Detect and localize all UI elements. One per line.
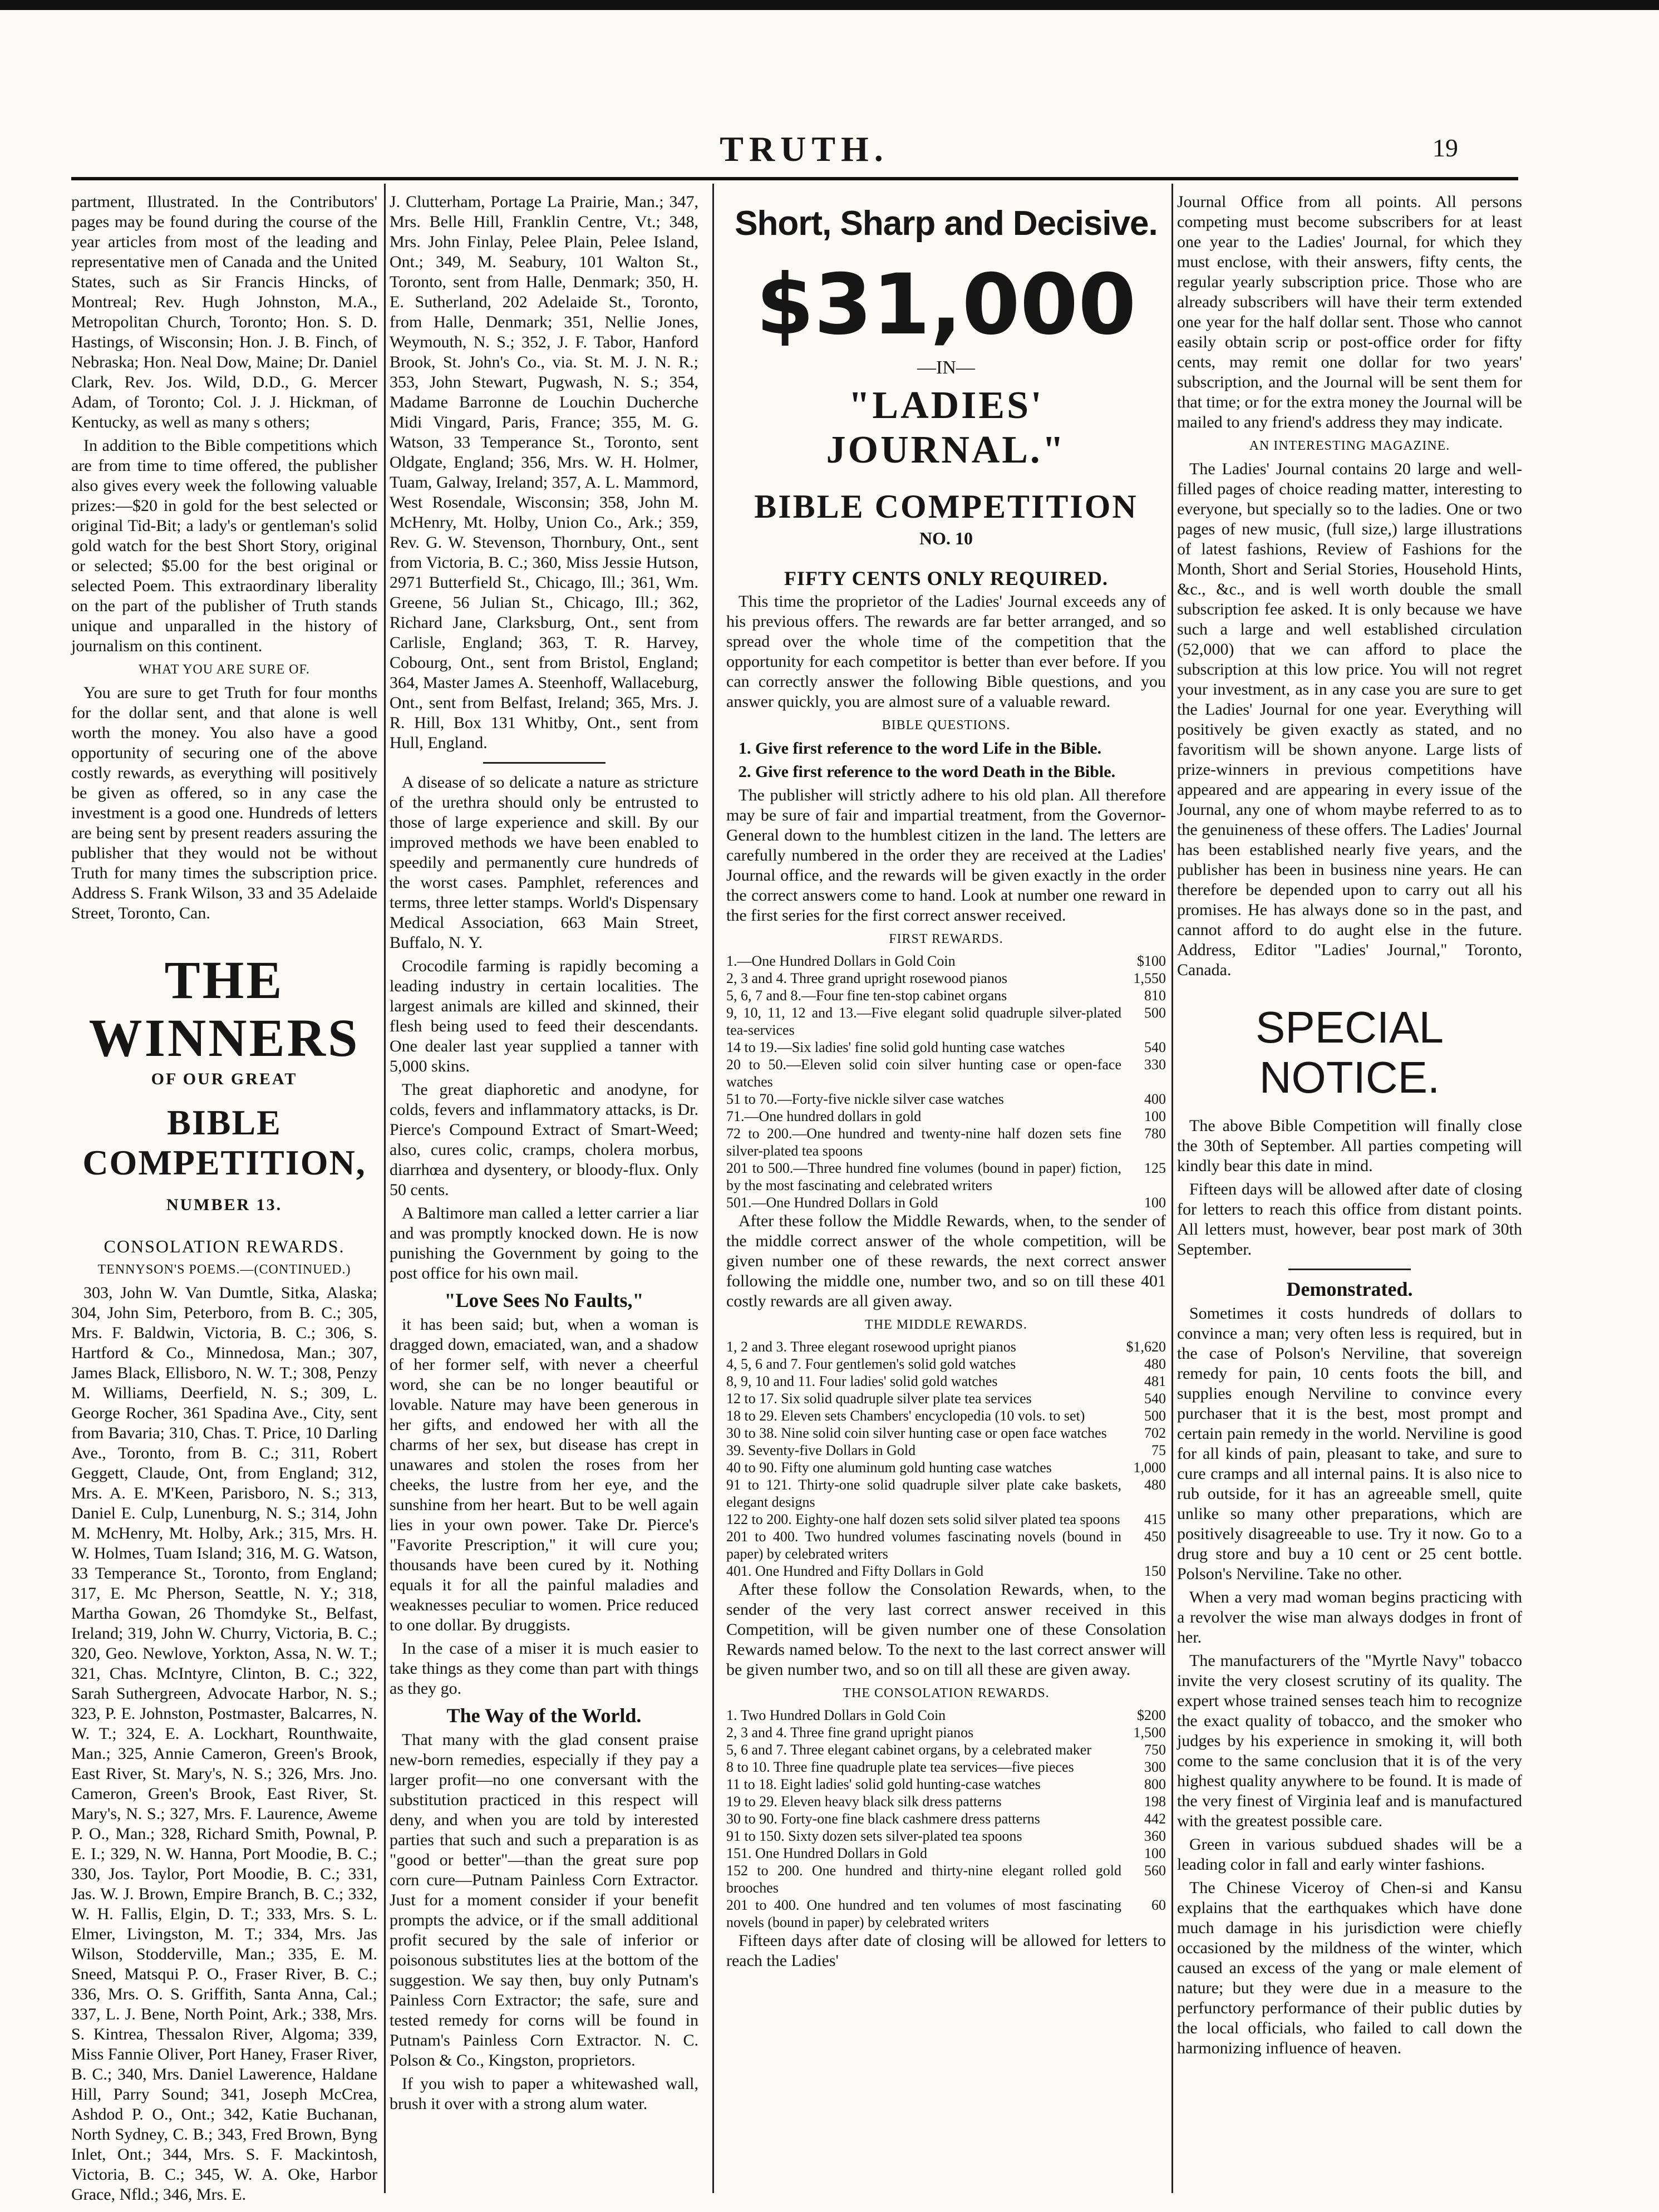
reward-value: 780 — [1144, 1125, 1166, 1142]
reward-value: 702 — [1144, 1425, 1166, 1441]
reward-row — [726, 1793, 1166, 1810]
reward-item: 401. One Hundred and Fifty Dollars in Gold — [726, 1563, 984, 1579]
of-our-great-subheading: OF OUR GREAT — [151, 1070, 298, 1088]
column-4 — [1177, 192, 1522, 2190]
special-notice-paragraph-1: The above Bible Competition will finally close the 30th of September. All parties competing will kindly bear this date in mind. — [1177, 1117, 1522, 1175]
reward-item: 2, 3 and 4. Three fine grand upright pianos — [726, 1724, 974, 1741]
reward-row — [726, 1390, 1166, 1407]
consolation-rewards-heading: CONSOLATION REWARDS. — [104, 1236, 345, 1256]
reward-value: 540 — [1144, 1390, 1166, 1407]
reward-value: 500 — [1144, 1005, 1166, 1021]
reward-item: 9, 10, 11, 12 and 13.—Five elegant solid quadruple silver-plated tea-services — [726, 1005, 1121, 1038]
competition-number: NUMBER 13. — [166, 1196, 283, 1214]
middle-rewards-heading: THE MIDDLE REWARDS. — [865, 1318, 1027, 1332]
reward-row — [726, 1511, 1166, 1528]
section-divider — [483, 762, 605, 764]
plan-paragraph: The publisher will strictly adhere to his old plan. All therefore may be sure of fair and impartial treatment, from the Governor-General down to the humblest citizen in the land. The letters are carefully numbered in the order they are received at the Ladies' Journal office, and the rewards will be given exactly in the order the correct answers come to hand. Look at number one reward in the first series for the first correct answer received. — [726, 786, 1166, 925]
journal-office-paragraph: Journal Office from all points. All persons competing must become subscribers for at least one year to the Ladies' Journal, for which they must enclose, with their answers, fifty cents, the regular yearly subscription price. Those who are already subscribers will have their term extended one year for the half dollar sent. Those who cannot easily obtain scrip or post-office order for fifty cents, may remit one dollar for two years' subscription, and the Journal will be sent them for that time; or for the extra money the Journal will be mailed to any friend's address they may indicate. — [1177, 193, 1522, 431]
column-divider — [712, 184, 714, 2193]
consolation-rewards-list — [726, 1707, 1166, 1931]
love-paragraph: it has been said; but, when a woman is dragged down, emaciated, wan, and a shadow of her former self, with never a cheerful word, she can be no longer beautiful or lovable. Nature may have been generous in her gifts, and endowed her with all the charms of her sex, but disease has crept in unawares and stolen the roses from her cheeks, the lustre from her eye, and the sunshine from her heart. But to be well again lies in your own power. Take Dr. Pierce's "Favorite Prescription," it will cure you; thousands have been cured by it. Nothing equals it for all the painful maladies and weaknesses peculiar to women. Price reduced to one dollar. By druggists. — [390, 1315, 698, 1634]
diaphoretic-paragraph: The great diaphoretic and anodyne, for colds, fevers and inflammatory attacks, is Dr. Pierce's Compound Extract of Smart-Weed; also, cures colic, cramps, cholera morbus, diarrhœa and dysentery, or bloody-flux. Only 50 cents. — [390, 1080, 698, 1199]
reward-row — [726, 1424, 1166, 1442]
bible-competition-title: BIBLE COMPETITION — [754, 488, 1138, 525]
baltimore-paragraph: A Baltimore man called a letter carrier a liar and was promptly knocked down. He is now punishing the Government by going to the post office for his own mail. — [390, 1204, 698, 1282]
reward-value: 198 — [1144, 1793, 1166, 1810]
first-rewards-list — [726, 952, 1166, 1211]
prize-amount: $31,000 — [756, 257, 1136, 353]
reward-item: 151. One Hundred Dollars in Gold — [726, 1845, 928, 1861]
reward-item: 152 to 200. One hundred and thirty-nine elegant rolled gold brooches — [726, 1862, 1121, 1896]
reward-row — [726, 1810, 1166, 1827]
reward-row — [726, 987, 1166, 1004]
first-rewards-heading: FIRST REWARDS. — [889, 932, 1003, 946]
question-2: 2. Give first reference to the word Death in the Bible. — [739, 763, 1116, 781]
special-notice-heading: SPECIAL NOTICE. — [1256, 1002, 1444, 1102]
corn-extractor-paragraph: That many with the glad consent praise new-born remedies, especially if they pay a larger profit—no one conversant with the substitution practiced in this respect will deny, and when you are told by interested parties that such and such a preparation is as "good or better"—than the great sure pop corn cure—Putnam Painless Corn Extractor. Just for a moment consider if your benefit prompts the advice, or if the small additional profit secured by the sale of inferior or poisonous substitutes lies at the bottom of the suggestion. We say then, buy only Putnam's Painless Corn Extractor; the safe, sure and tested remedy for corns will be found in Putnam's Painless Corn Extractor. N. C. Polson & Co., Kingston, proprietors. — [390, 1731, 698, 2070]
reward-value: 1,500 — [1133, 1724, 1166, 1741]
reward-value: 150 — [1144, 1563, 1166, 1579]
reward-value: 560 — [1144, 1862, 1166, 1879]
ladies-journal-title: "LADIES' JOURNAL." — [826, 384, 1066, 471]
reward-item: 201 to 400. Two hundred volumes fascinating novels (bound in paper) by celebrated writers — [726, 1528, 1121, 1562]
reward-value: 330 — [1144, 1056, 1166, 1073]
reward-value: 810 — [1144, 987, 1166, 1004]
reward-item: 14 to 19.—Six ladies' fine solid gold hunting case watches — [726, 1039, 1065, 1055]
reward-item: 1.—One Hundred Dollars in Gold Coin — [726, 953, 956, 969]
section-divider — [1288, 1269, 1411, 1270]
middle-rewards-list — [726, 1338, 1166, 1580]
reward-item: 1. Two Hundred Dollars in Gold Coin — [726, 1707, 946, 1723]
consolation-rewards-heading: THE CONSOLATION REWARDS. — [843, 1686, 1050, 1700]
middle-intro-paragraph: After these follow the Middle Rewards, when, to the sender of the middle correct answer of the whole competition, will be given number one of these rewards, the next correct answer following the middle one, number two, and so on till these 401 costly rewards are all given away. — [726, 1212, 1166, 1310]
reward-row — [726, 1724, 1166, 1741]
reward-item: 5, 6 and 7. Three elegant cabinet organs, by a celebrated maker — [726, 1742, 1091, 1758]
myrtle-navy-paragraph: The manufacturers of the "Myrtle Navy" tobacco invite the very closest scrutiny of its quality. The expert whose trained senses teach him to recognize the exact quality of tobacco, and the smoker who judges by his experience in smoking it, will both come to the same conclusion that it is of the very highest quality anywhere to be found. It is made of the very finest of Virginia leaf and is manufactured with the greatest possible care. — [1177, 1651, 1522, 1830]
reward-item: 18 to 29. Eleven sets Chambers' encyclopedia (10 vols. to set) — [726, 1408, 1085, 1424]
reward-item: 2, 3 and 4. Three grand upright rosewood pianos — [726, 970, 1007, 986]
column-divider — [1171, 184, 1173, 2193]
reward-row — [726, 952, 1166, 970]
reward-value: 360 — [1144, 1828, 1166, 1844]
consolation-intro-paragraph: After these follow the Consolation Rewards, when, to the sender of the very last correct answer received in this Competition, will be given number one of these Consolation Rewards named below. To the next to the last correct answer will be given number two, and so on till all these are given away. — [726, 1580, 1166, 1679]
reward-item: 8 to 10. Three fine quadruple plate tea services—five pieces — [726, 1759, 1074, 1775]
reward-row — [726, 1194, 1166, 1211]
reward-row — [726, 1442, 1166, 1459]
reward-row — [726, 1827, 1166, 1845]
reward-row — [726, 1862, 1166, 1896]
column-3 — [726, 192, 1166, 2190]
reward-row — [726, 1039, 1166, 1056]
page-number: 19 — [1432, 134, 1458, 162]
reward-row — [726, 970, 1166, 987]
reward-value: 540 — [1144, 1039, 1166, 1055]
reward-item: 1, 2 and 3. Three elegant rosewood upright pianos — [726, 1339, 1016, 1355]
bible-competition-heading: BIBLE COMPETITION, — [82, 1103, 366, 1182]
chinese-viceroy-paragraph: The Chinese Viceroy of Chen-si and Kansu explains that the earthquakes which have done much damage in his jurisdiction were chiefly occasioned by the mildness of the winter, which caused an excess of the yang or male element of nature; but they were due in a measure to the perfunctory performance of their public duties by the local officials, who failed to call down the harmonizing influence of heaven. — [1177, 1879, 1522, 2057]
reward-value: 750 — [1144, 1742, 1166, 1758]
reward-row — [726, 1562, 1166, 1580]
reward-row — [726, 1758, 1166, 1776]
reward-value: 75 — [1151, 1442, 1166, 1458]
reward-row — [726, 1407, 1166, 1424]
reward-value: 100 — [1144, 1108, 1166, 1124]
reward-row — [726, 1373, 1166, 1390]
fifty-cents-heading: FIFTY CENTS ONLY REQUIRED. — [784, 567, 1109, 589]
reward-item: 72 to 200.—One hundred and twenty-nine half dozen sets fine silver-plated tea spoons — [726, 1125, 1121, 1159]
reward-value: 415 — [1144, 1511, 1166, 1527]
winners-list: 303, John W. Van Dumtle, Sitka, Alaska; 304, John Sim, Peterboro, from B. C.; 305, Mrs. F. Baldwin, Victoria, B. C.; 306, S. Hartford & Co., Minnedosa, Man.; 307, James Black, Ellisboro, N. W. T.; 308, Penzy M. Williams, Deerfield, N. S.; 309, L. George Rocher, 361 Spadina Ave., City, sent from Bavaria; 310, Chas. T. Price, 10 Darling Ave., Toronto, from B. C.; 311, Robert Geggett, Claude, Ont, from England; 312, Mrs. A. E. M'Keen, Parisboro, N. S.; 313, Daniel E. Culp, Lunenburg, N. S.; 314, John M. McHenry, Mt. Holby, Ark.; 315, Mrs. H. W. Holmes, Tuam Island; 316, M. G. Watson, 33 Temperance St., Toronto, from England; 317, E. Mc Pherson, Seattle, N. Y.; 318, Martha Gowan, 26 Thomdyke St., Belfast, Ireland; 319, John W. Churry, Victoria, B. C.; 320, Geo. Newlove, Yorkton, Assa, N. W. T.; 321, Chas. McIntyre, Clinton, B. C.; 322, Sarah Suthergreen, Advocate Harbor, N. S.; 323, P. E. Johnston, Postmaster, Balcarres, N. W. T.; 324, E. A. Lockhart, Rounthwaite, Man.; 325, Annie Cameron, Green's Brook, East River, St. Mary's, N. S.; 326, Mrs. Jno. Cameron, Green's Brook, East River, St. Mary's, N. S.; 327, Mrs. F. Laurence, Aweme P. O., Man.; 328, Richard Smith, Pownal, P. E. I.; 329, N. W. Hanna, Port Moodie, B. C.; 330, Jos. Taylor, Port Moodie, B. C.; 331, Jas. W. J. Brown, Empire Branch, B. C.; 332, W. H. Fallis, Elgin, D. T.; 333, Mrs. S. L. Elmer, Livingston, M. T.; 334, Mrs. Jas Wilson, Stodderville, Man.; 335, E. M. Sneed, Matsqui P. O., Fraser River, B. C.; 336, Mrs. O. S. Griffith, Santa Anna, Cal.; 337, L. J. Bene, North Point, Ark.; 338, Mrs. S. Kintrea, Thessalon River, Algoma; 339, Miss Fannie Oliver, Port Haney, Fraser River, B. C.; 340, Mrs. Daniel Lawerence, Haldane Hill, Parry Sound; 341, Joseph McCrea, Ashdod P. O., Ont.; 342, Katie Buchanan, North Sydney, C. B.; 343, Fred Brown, Byng Inlet, Ont.; 344, Mrs. S. F. Mackintosh, Victoria, B. C.; 345, W. A. Oke, Harbor Grace, Nfld.; 346, Mrs. E. — [71, 1284, 377, 2204]
nerviline-paragraph: Sometimes it costs hundreds of dollars to convince a man; very often less is required, but in the case of Polson's Nerviline, that sovereign remedy for pain, 10 cents foots the bill, and supplies enough Nerviline to convince every purchaser that it is the best, most prompt and certain pain remedy in the world. Nerviline is good for all kinds of pain, pleasant to take, and sure to cure cramps and all internal pains. It is also nice to rub outside, for it has an agreeable smell, quite unlike so many other preparations, which are positively disagreeable to use. Try it now. Go to a drug store and buy a 10 cent or 25 cent bottle. Polson's Nerviline. Take no other. — [1177, 1304, 1522, 1583]
reward-value: 100 — [1144, 1845, 1166, 1861]
reward-row — [726, 1528, 1166, 1562]
winners-list-continued: J. Clutterham, Portage La Prairie, Man.; 347, Mrs. Belle Hill, Franklin Centre, Vt.; 348, Mrs. John Finlay, Pelee Plain, Pelee Island, Ont.; 349, M. Seabury, 101 Walton St., Toronto, sent from Halle, Denmark; 350, H. E. Sutherland, 202 Adelaide St., Toronto, from Halle, Denmark; 351, Nellie Jones, Weymouth, N. S.; 352, J. F. Tabor, Hanford Brook, St. John's Co., via. St. M. J. N. R.; 353, John Stewart, Pugwash, N. S.; 354, Madame Barronne de Louchin Ducherche Midi Vingard, Paris, France; 355, M. G. Watson, 33 Temperance St., Toronto, sent Oldgate, England; 356, Mrs. W. H. Holmer, Tuam, Galway, Ireland; 357, A. L. Mammord, West Rosendale, Wisconsin; 358, John M. McHenry, Mt. Holby, Union Co., Ark.; 359, Rev. G. W. Stevenson, Thornbury, Ont., sent from Victoria, B. C.; 360, Miss Jessie Hutson, 2971 Butterfield St., Chicago, Ill.; 361, Wm. Greene, 56 Julian St., Chicago, Ill.; 362, Richard Jane, Clarksburg, Ont., sent from Carlisle, England; 363, T. R. Harvey, Cobourg, Ont., sent from Bristol, England; 364, Master James A. Steenhoff, Wallaceburg, Ont., sent from Belfast, Ireland; 365, Mrs. J. R. Hill, Box 131 Whitby, Ont., sent from Hull, England. — [390, 193, 698, 752]
reward-item: 201 to 400. One hundred and ten volumes of most fascinating novels (bound in paper) by celebrated writers — [726, 1897, 1121, 1930]
what-you-are-sure-of-heading: WHAT YOU ARE SURE OF. — [139, 662, 310, 677]
reward-item: 71.—One hundred dollars in gold — [726, 1108, 922, 1124]
whitewash-paragraph: If you wish to paper a whitewashed wall, brush it over with a strong alum water. — [390, 2075, 698, 2113]
reward-row — [726, 1338, 1166, 1355]
top-black-band — [0, 0, 1659, 17]
reward-item: 30 to 38. Nine solid coin silver hunting case or open face watches — [726, 1425, 1107, 1441]
reward-item: 20 to 50.—Eleven solid coin silver hunting case or open-face watches — [726, 1056, 1121, 1090]
reward-item: 122 to 200. Eighty-one half dozen sets solid silver plated tea spoons — [726, 1511, 1120, 1527]
reward-row — [726, 1159, 1166, 1194]
crocodile-paragraph: Crocodile farming is rapidly becoming a leading industry in certain localities. The largest animals are killed and skinned, their flesh being used to feed their descendants. One dealer last year supplied a tanner with 5,000 skins. — [390, 957, 698, 1075]
reward-item: 19 to 29. Eleven heavy black silk dress patterns — [726, 1793, 1002, 1810]
column-divider — [384, 184, 386, 2193]
reward-item: 39. Seventy-five Dollars in Gold — [726, 1442, 916, 1458]
reward-item: 11 to 18. Eight ladies' solid gold hunting-case watches — [726, 1776, 1041, 1792]
reward-value: 480 — [1144, 1356, 1166, 1372]
reward-row — [726, 1355, 1166, 1373]
reward-value: 1,000 — [1133, 1459, 1166, 1476]
special-notice-paragraph-2: Fifteen days will be allowed after date of closing for letters to reach this office from distant points. All letters must, however, bear post mark of 30th September. — [1177, 1180, 1522, 1259]
reward-value: 481 — [1144, 1373, 1166, 1389]
reward-value: 450 — [1144, 1528, 1166, 1545]
reward-item: 501.—One Hundred Dollars in Gold — [726, 1195, 938, 1211]
reward-value: 400 — [1144, 1091, 1166, 1107]
reward-row — [726, 1090, 1166, 1108]
reward-row — [726, 1476, 1166, 1511]
green-fashion-paragraph: Green in various subdued shades will be a leading color in fall and early winter fashions. — [1177, 1835, 1522, 1874]
competitions-paragraph: In addition to the Bible competitions which are from time to time offered, the publisher also gives every week the following valuable prizes:—$20 in gold for the best selected or original Tid-Bit; a lady's or gentleman's solid gold watch for the best Short Story, original or selected; $5.00 for the best original or selected Poem. This extraordinary liberality on the part of the publisher of Truth stands unique and unparalled in the history of journalism on this continent. — [71, 436, 377, 655]
bible-questions-heading: BIBLE QUESTIONS. — [882, 718, 1011, 733]
page-header — [150, 125, 1458, 175]
closing-paragraph: Fifteen days after date of closing will be allowed for letters to reach the Ladies' — [726, 1931, 1166, 1970]
magazine-paragraph: The Ladies' Journal contains 20 large and well-filled pages of choice reading matter, interesting to everyone, but specially so to the ladies. One or two pages of new music, (full size,) large illustrations of latest fashions, Review of Fashions for the Month, Short and Serial Stories, Household Hints, &c., &c., and is well worth double the small subscription fee asked. It is only because we have such a large and well established circulation (52,000) that we can afford to place the subscription at this low price. You will not regret your investment, as in any case you are sure to get the Ladies' Journal for one year. Everything will positively be given exactly as stated, and no favoritism will be shown anyone. Large lists of prize-winners in previous competitions have appeared and are appearing in every issue of the Journal, any one of whom maybe referred to as to the genuineness of these offers. The Ladies' Journal has been established nearly five years, and the publisher has been in business nine years. He can therefore be depended upon to carry out all his promises. He has always done so in the past, and cannot afford to do aught else in the future. Address, Editor "Ladies' Journal," Toronto, Canada. — [1177, 460, 1522, 979]
reward-row — [726, 1845, 1166, 1862]
reward-row — [726, 1776, 1166, 1793]
question-1: 1. Give first reference to the word Life in the Bible. — [739, 739, 1102, 758]
reward-row — [726, 1896, 1166, 1931]
reward-item: 4, 5, 6 and 7. Four gentlemen's solid gold watches — [726, 1356, 1016, 1372]
reward-value: $100 — [1137, 953, 1166, 969]
reward-item: 40 to 90. Fifty one aluminum gold hunting case watches — [726, 1459, 1052, 1476]
reward-value: 800 — [1144, 1776, 1166, 1792]
reward-value: 480 — [1144, 1477, 1166, 1493]
reward-item: 5, 6, 7 and 8.—Four fine ten-stop cabinet organs — [726, 987, 1007, 1004]
disease-ad-paragraph: A disease of so delicate a nature as stricture of the urethra should only be entrusted to those of large experience and skill. By our improved methods we have been enabled to speedily and permanently cure hundreds of the worst cases. Pamphlet, references and terms, three letter stamps. World's Dispensary Medical Association, 663 Main Street, Buffalo, N. Y. — [390, 773, 698, 952]
reward-value: $200 — [1137, 1707, 1166, 1723]
masthead-title: TRUTH. — [720, 129, 889, 169]
reward-row — [726, 1004, 1166, 1039]
column-2 — [390, 192, 698, 2190]
reward-row — [726, 1707, 1166, 1724]
reward-value: 60 — [1151, 1897, 1166, 1913]
reward-value: 500 — [1144, 1408, 1166, 1424]
competition-number: NO. 10 — [919, 528, 973, 548]
reward-value: 125 — [1144, 1160, 1166, 1176]
contributors-paragraph: partment, Illustrated. In the Contributors' pages may be found during the course of the year articles from most of the leading and representative men of Canada and the United States, such as Sir Francis Hincks, of Montreal; Rev. Hugh Johnston, M.A., Metropolitan Church, Toronto; Hon. S. D. Hastings, of Wisconsin; Hon. J. B. Finch, of Nebraska; Hon. Neal Dow, Maine; Dr. Daniel Clark, Rev. Jos. Wild, D.D., G. Mercer Adam, of Toronto; Col. J. J. Hickman, of Kentucky, as well as many s others; — [71, 193, 377, 431]
header-rule — [71, 177, 1518, 180]
reward-item: 8, 9, 10 and 11. Four ladies' solid gold watches — [726, 1373, 998, 1389]
reward-row — [726, 1741, 1166, 1758]
demonstrated-heading: Demonstrated. — [1286, 1278, 1413, 1300]
reward-item: 51 to 70.—Forty-five nickle silver case watches — [726, 1091, 1004, 1107]
winners-heading: THE WINNERS — [88, 950, 360, 1068]
reward-row — [726, 1125, 1166, 1159]
reward-value: 1,550 — [1133, 970, 1166, 986]
intro-paragraph: This time the proprietor of the Ladies' Journal exceeds any of his previous offers. The rewards are far better arranged, and so spread over the whole time of the competition that the opportunity for each competitor is better than ever before. If you can correctly answer the following Bible questions, and you answer quickly, you are almost sure of a valuable reward. — [726, 592, 1166, 711]
short-sharp-decisive-headline: Short, Sharp and Decisive. — [735, 204, 1158, 243]
tennyson-poems-subheading: TENNYSON'S POEMS.—(CONTINUED.) — [97, 1262, 351, 1277]
miser-paragraph: In the case of a miser it is much easier to take things as they come than part with things as they go. — [390, 1639, 698, 1698]
in-label: —IN— — [917, 357, 975, 378]
reward-item: 12 to 17. Six solid quadruple silver plate tea services — [726, 1390, 1032, 1407]
column-1 — [71, 192, 377, 2204]
mad-woman-paragraph: When a very mad woman begins practicing with a revolver the wise man always dodges in front of her. — [1177, 1588, 1522, 1646]
reward-value: 300 — [1144, 1759, 1166, 1775]
reward-row — [726, 1056, 1166, 1090]
reward-row — [726, 1108, 1166, 1125]
reward-item: 91 to 121. Thirty-one solid quadruple silver plate cake baskets, elegant designs — [726, 1477, 1121, 1510]
way-of-the-world-heading: The Way of the World. — [446, 1704, 642, 1727]
reward-value: 442 — [1144, 1811, 1166, 1827]
reward-row — [726, 1459, 1166, 1476]
reward-item: 30 to 90. Forty-one fine black cashmere dress patterns — [726, 1811, 1040, 1827]
reward-value: 100 — [1144, 1195, 1166, 1211]
reward-item: 201 to 500.—Three hundred fine volumes (bound in paper) fiction, by the most fascinating and celebrated writers — [726, 1160, 1121, 1193]
reward-item: 91 to 150. Sixty dozen sets silver-plated tea spoons — [726, 1828, 1022, 1844]
sure-of-paragraph: You are sure to get Truth for four months for the dollar sent, and that alone is well worth the money. You also have a good opportunity of securing one of the above costly rewards, as everything will positively be given as offered, so in any case the investment is a good one. Hundreds of letters are being sent by present readers assuring the publisher that they would not be without Truth for many times the subscription price. Address S. Frank Wilson, 33 and 35 Adelaide Street, Toronto, Can. — [71, 684, 377, 922]
interesting-magazine-heading: AN INTERESTING MAGAZINE. — [1249, 439, 1450, 453]
reward-value: $1,620 — [1126, 1339, 1166, 1355]
love-sees-no-faults-heading: "Love Sees No Faults," — [444, 1289, 644, 1311]
